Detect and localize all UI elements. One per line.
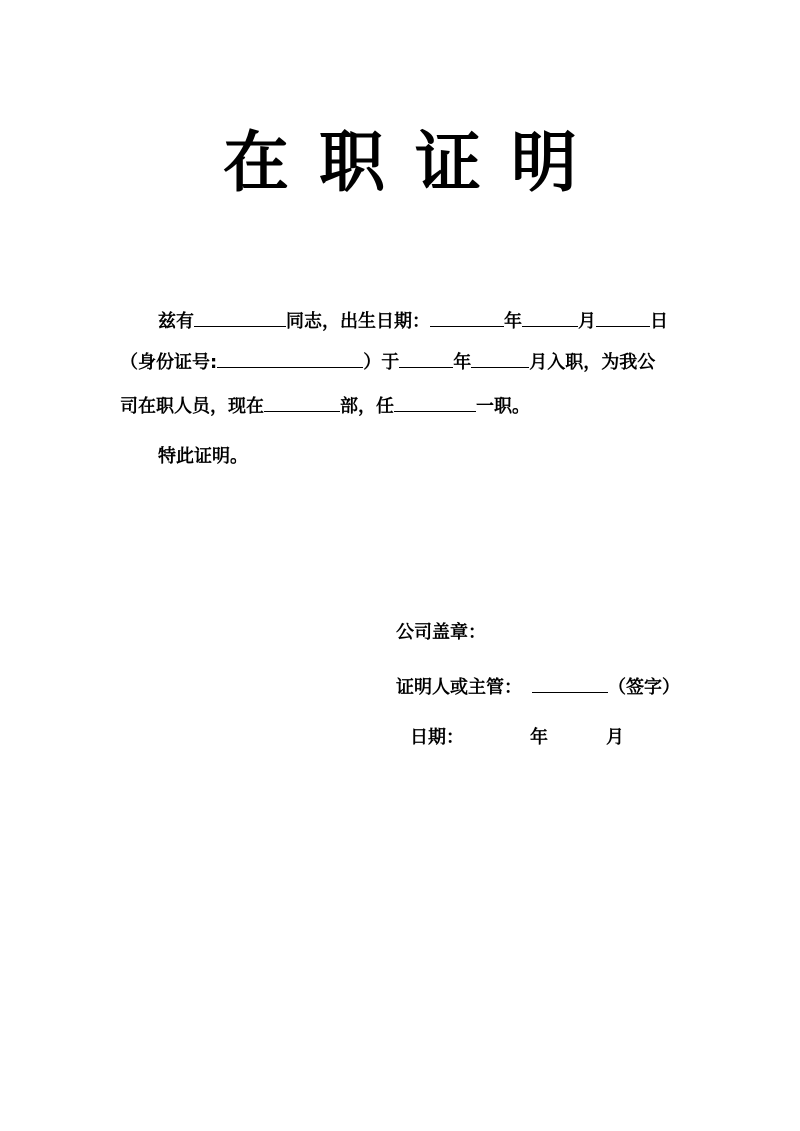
date-year-label: 年: [530, 727, 548, 748]
closing-line: 特此证明。: [158, 446, 248, 467]
body-line-1: [120, 308, 728, 334]
id-number-blank[interactable]: [217, 349, 363, 368]
birth-day-blank[interactable]: [596, 308, 650, 327]
name-blank[interactable]: [194, 308, 286, 327]
body-line-3: [120, 393, 690, 419]
document-title: 在职证明: [223, 124, 607, 201]
signature-blank[interactable]: [532, 674, 608, 693]
text-segment: 月入职，为我公: [529, 352, 656, 373]
text-segment: 一职。: [476, 396, 530, 417]
body-line-2: [120, 349, 690, 375]
birth-month-blank[interactable]: [522, 308, 578, 327]
date-month-label: 月: [606, 727, 624, 748]
company-seal-label: 公司盖章：: [396, 622, 486, 643]
text-segment: 司在职人员，现在: [120, 396, 264, 417]
birth-year-blank[interactable]: [430, 308, 504, 327]
text-segment: 部，任: [340, 396, 394, 417]
text-segment: （身份证号:: [120, 352, 218, 373]
text-segment: 月: [578, 311, 596, 332]
date-line: [410, 726, 624, 750]
certifier-line: [396, 674, 680, 700]
position-blank[interactable]: [394, 393, 476, 412]
join-year-blank[interactable]: [399, 349, 453, 368]
text-segment: 日: [650, 311, 668, 332]
text-segment: ）于: [363, 352, 400, 373]
date-label: 日期：: [410, 727, 464, 748]
text-segment: 年: [453, 352, 472, 373]
text-segment: 年: [504, 311, 522, 332]
join-month-blank[interactable]: [471, 349, 529, 368]
certifier-label: 证明人或主管：: [396, 677, 522, 698]
text-segment: 兹有: [158, 311, 194, 332]
text-segment: 同志，出生日期：: [286, 311, 430, 332]
department-blank[interactable]: [264, 393, 340, 412]
sign-hint: （签字）: [608, 677, 680, 698]
